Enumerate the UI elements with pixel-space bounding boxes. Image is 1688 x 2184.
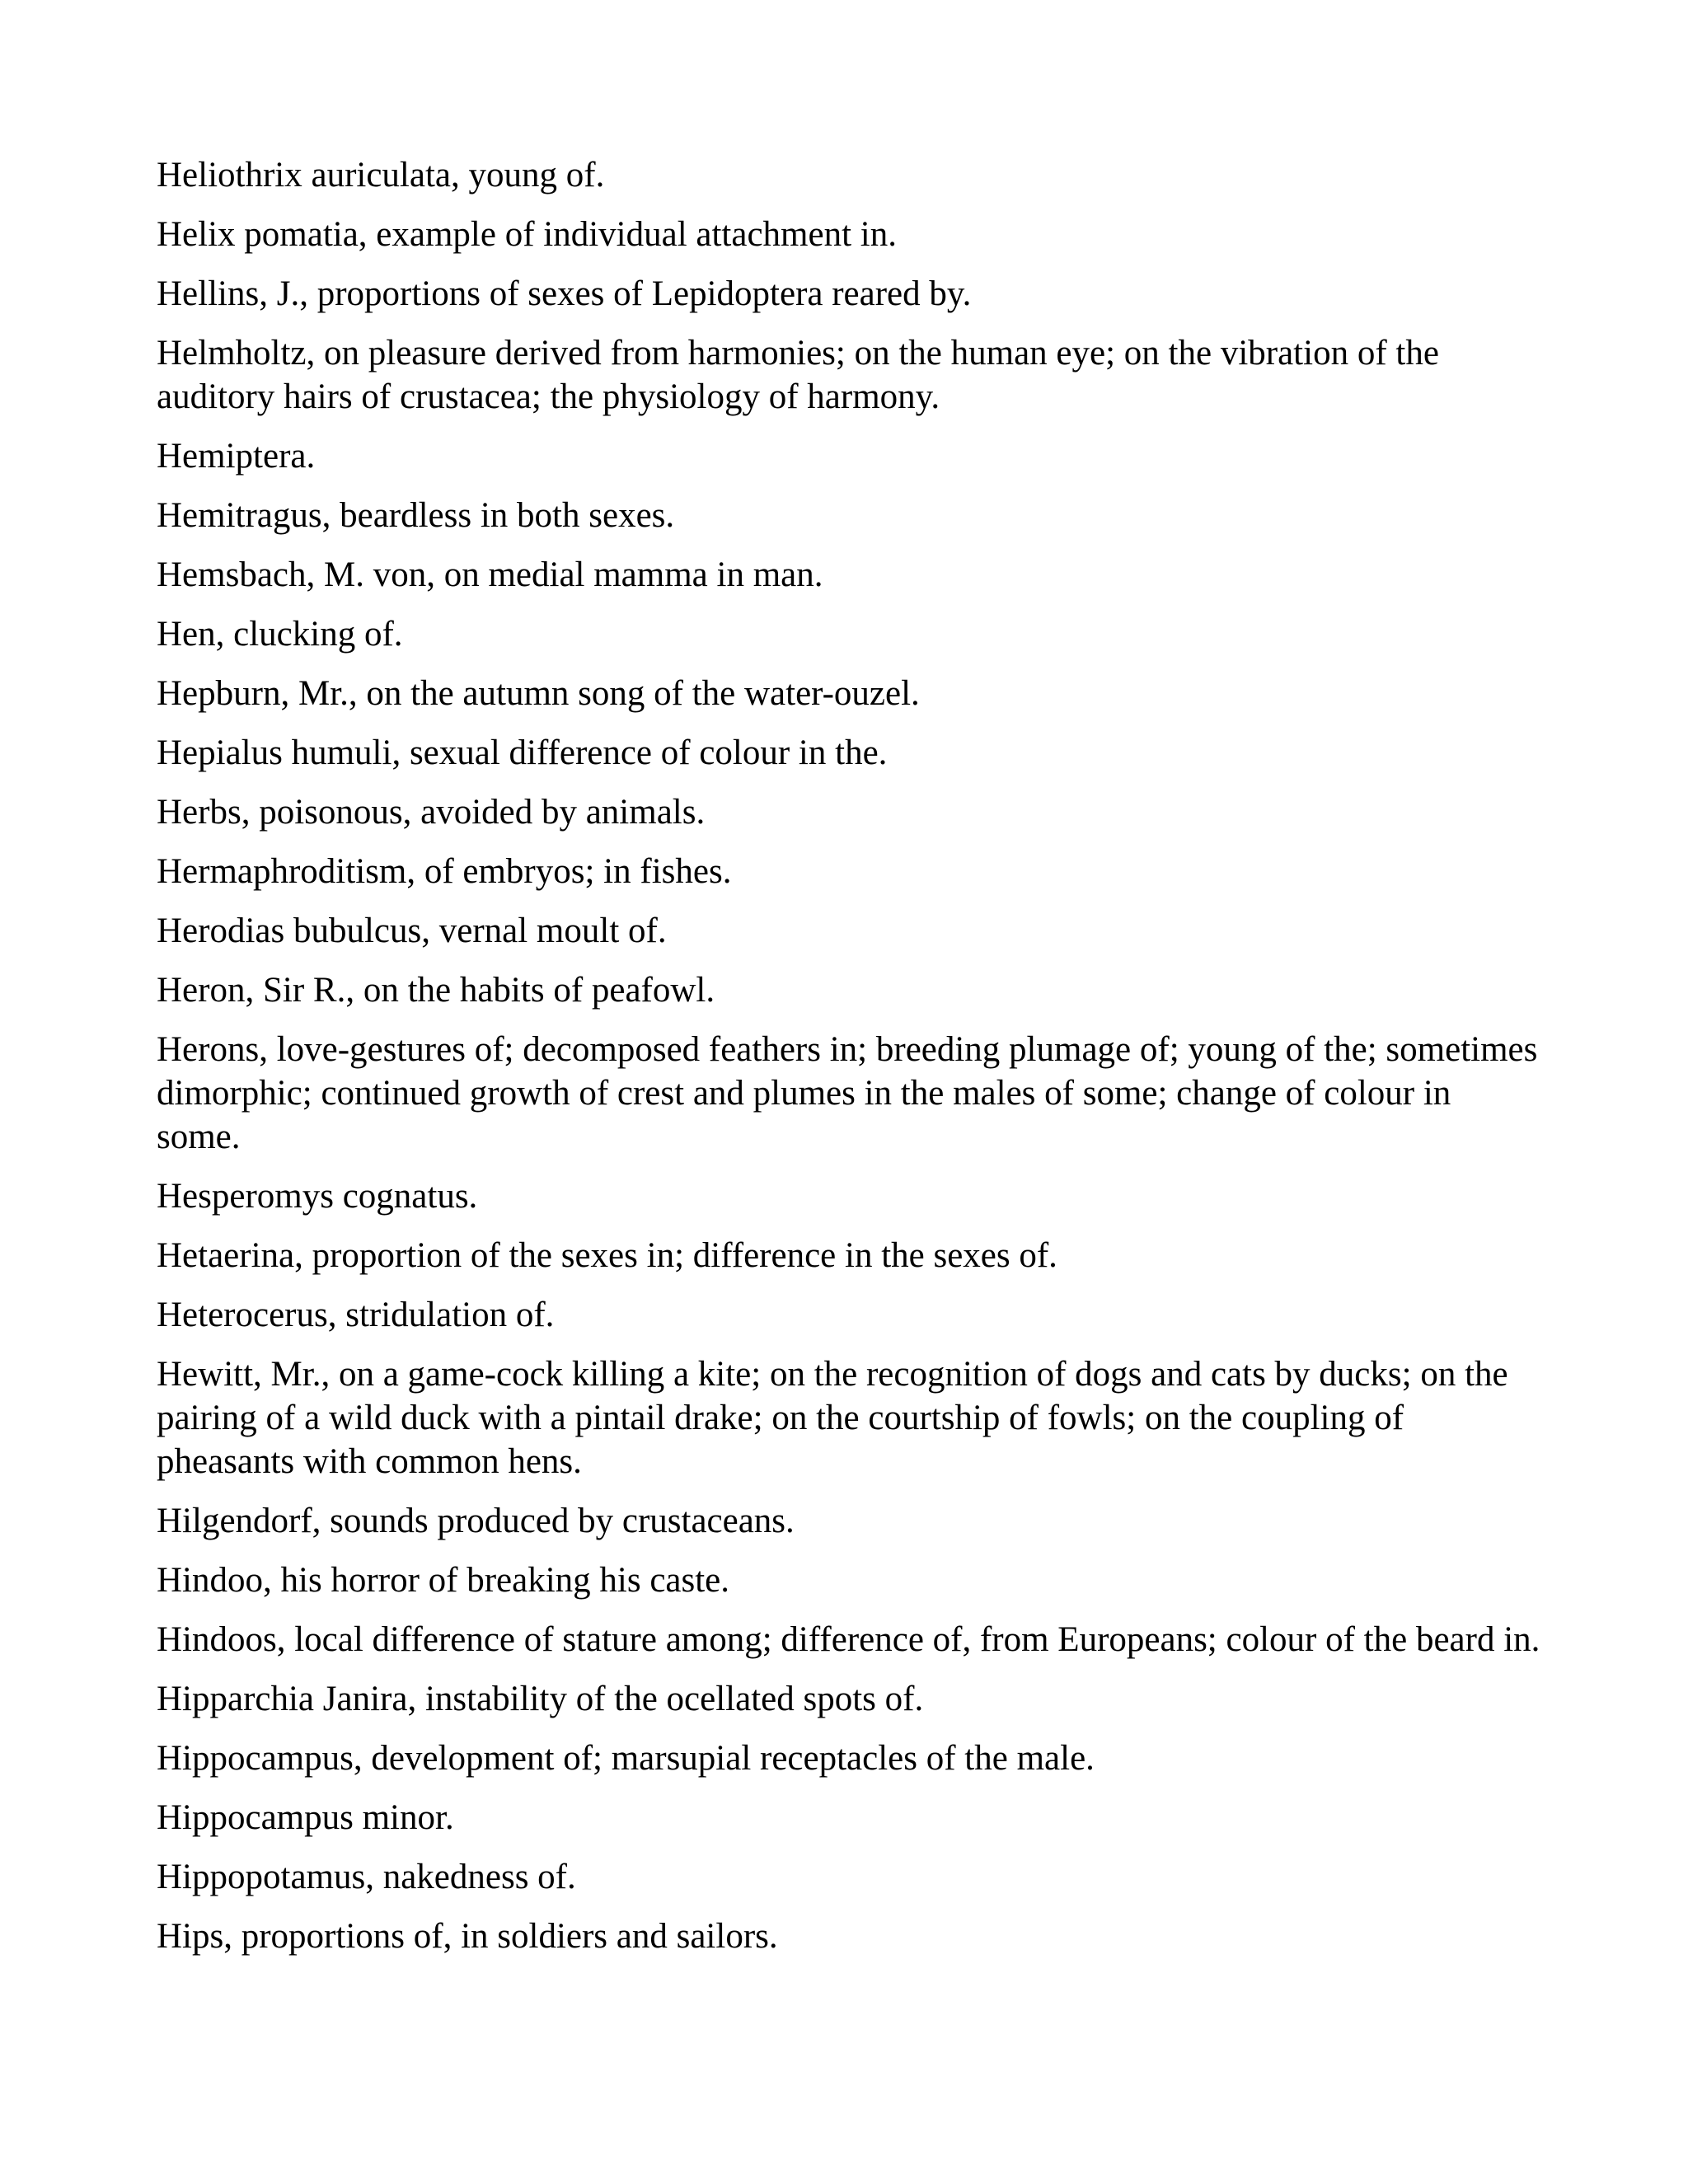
index-entry: Herbs, poisonous, avoided by animals. xyxy=(157,793,706,832)
index-entry: Hetaerina, proportion of the sexes in; difference in the sexes of. xyxy=(157,1236,1057,1275)
index-entry: Hipparchia Janira, instability of the ocellated spots of. xyxy=(157,1680,924,1718)
index-entry: Hindoo, his horror of breaking his caste. xyxy=(157,1561,730,1600)
index-entry: Hippocampus, development of; marsupial receptacles of the male. xyxy=(157,1739,1095,1778)
index-entry: Herons, love-gestures of; decomposed feathers in; breeding plumage of; young of the; sometimes dimorphic; continued growth of crest and plumes in the males of some; change of colour in some. xyxy=(157,1030,1538,1156)
index-entry: Hilgendorf, sounds produced by crustaceans. xyxy=(157,1502,795,1540)
index-entry: Heterocerus, stridulation of. xyxy=(157,1296,555,1334)
index-entry: Herodias bubulcus, vernal moult of. xyxy=(157,912,667,950)
index-entry: Helix pomatia, example of individual attachment in. xyxy=(157,215,897,254)
index-list xyxy=(157,153,1541,1974)
index-entry: Hewitt, Mr., on a game-cock killing a kite; on the recognition of dogs and cats by ducks; on the pairing of a wild duck with a pintail drake; on the courtship of fowls; on the coupling of pheasants with common hens. xyxy=(157,1355,1508,1481)
index-entry: Hermaphroditism, of embryos; in fishes. xyxy=(157,852,732,891)
index-entry: Helmholtz, on pleasure derived from harmonies; on the human eye; on the vibration of the auditory hairs of crustacea; the physiology of harmony. xyxy=(157,334,1439,416)
index-entry: Hemsbach, M. von, on medial mamma in man. xyxy=(157,555,823,594)
index-entry: Hellins, J., proportions of sexes of Lepidoptera reared by. xyxy=(157,274,972,313)
index-entry: Hepialus humuli, sexual difference of colour in the. xyxy=(157,733,888,772)
index-entry: Hindoos, local difference of stature among; difference of, from Europeans; colour of the beard in. xyxy=(157,1620,1540,1659)
index-entry: Hen, clucking of. xyxy=(157,615,403,654)
index-entry: Hips, proportions of, in soldiers and sailors. xyxy=(157,1917,778,1956)
index-entry: Heliothrix auriculata, young of. xyxy=(157,156,605,194)
index-entry: Hippocampus minor. xyxy=(157,1798,454,1837)
index-entry: Hepburn, Mr., on the autumn song of the water-ouzel. xyxy=(157,674,920,713)
index-entry: Hippopotamus, nakedness of. xyxy=(157,1858,576,1896)
index-entry: Hesperomys cognatus. xyxy=(157,1177,478,1216)
index-entry: Heron, Sir R., on the habits of peafowl. xyxy=(157,971,715,1010)
index-entry: Hemitragus, beardless in both sexes. xyxy=(157,496,675,535)
index-entry: Hemiptera. xyxy=(157,437,316,476)
